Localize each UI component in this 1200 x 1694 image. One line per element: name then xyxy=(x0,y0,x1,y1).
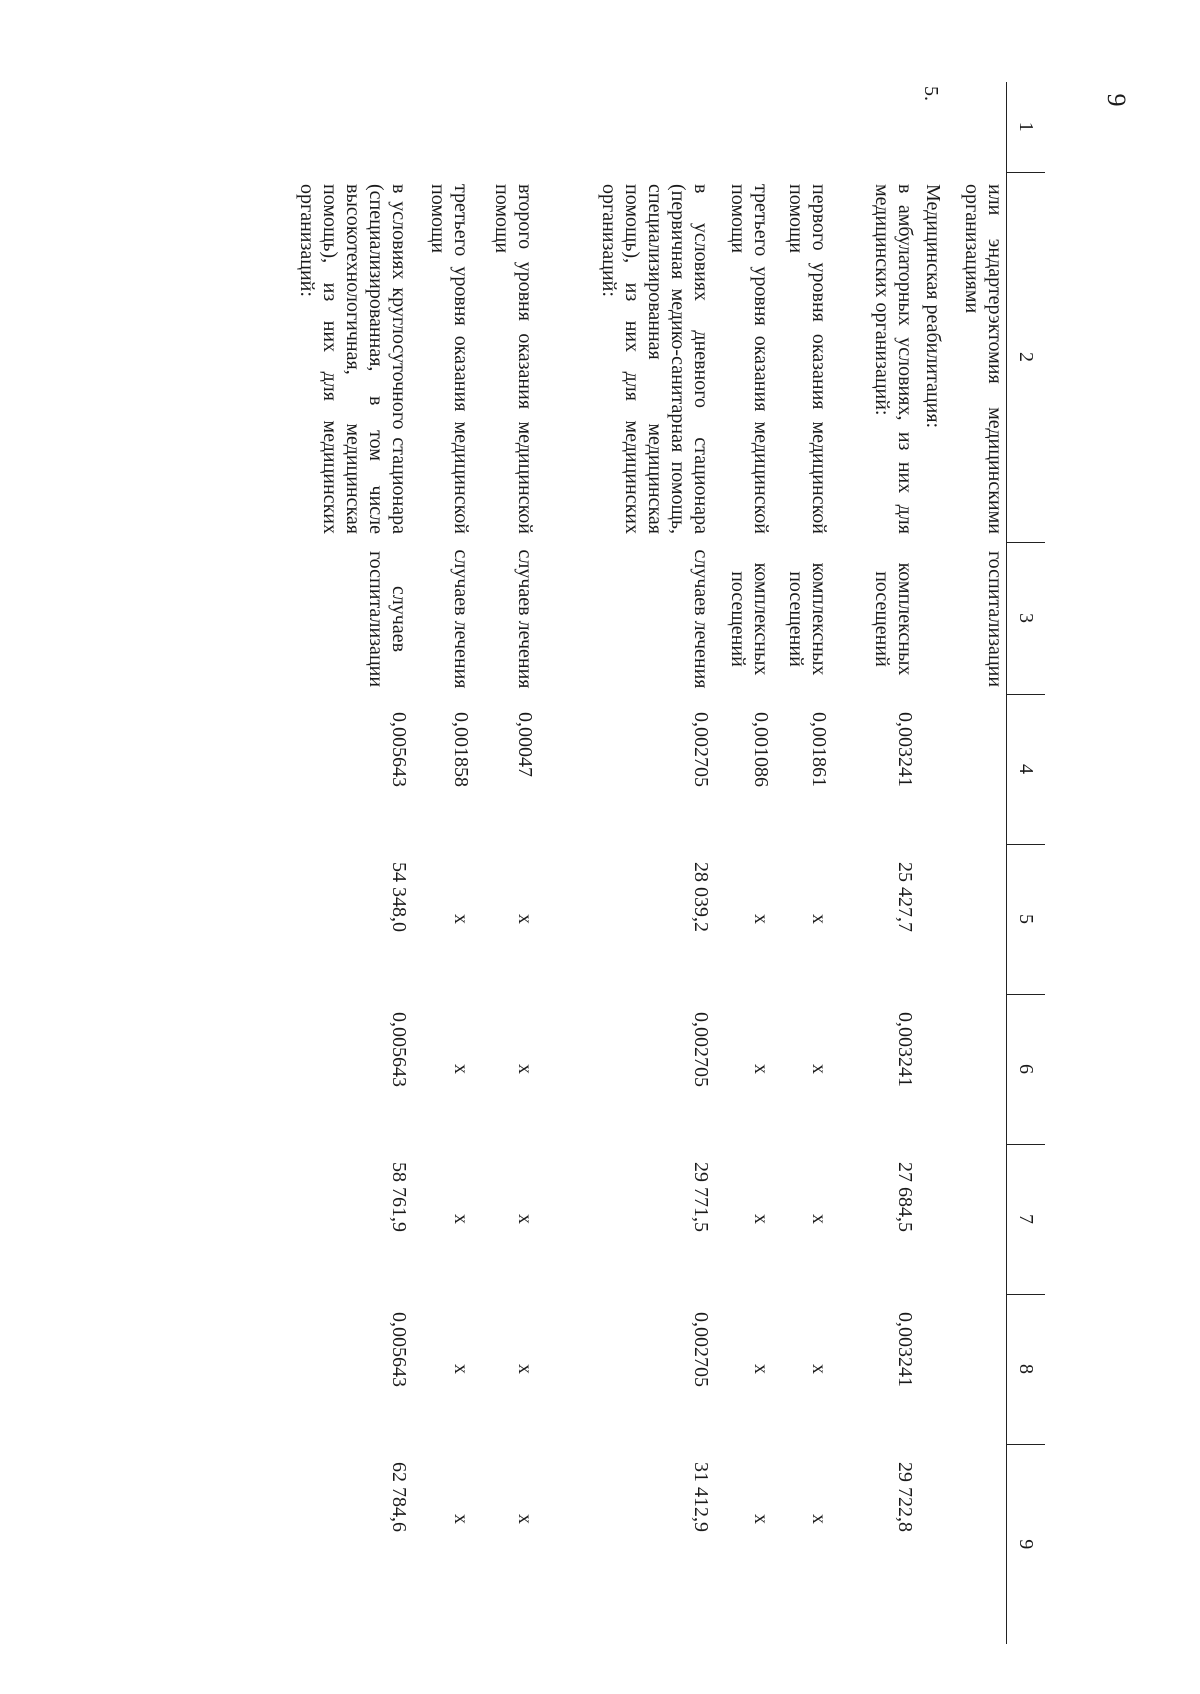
cell-value: 58 761,9 xyxy=(388,1162,411,1232)
header-col-2: 2 xyxy=(1007,172,1046,542)
cell-value xyxy=(945,994,1007,1144)
cell-value: 0,00047 xyxy=(514,712,537,777)
cell-value: x xyxy=(808,1364,831,1374)
cell-number xyxy=(411,82,473,172)
cell-value: 62 784,6 xyxy=(388,1462,411,1532)
cell-value: x xyxy=(514,1364,537,1374)
header-col-8: 8 xyxy=(1007,1294,1046,1444)
cell-unit: случаев лечения xyxy=(450,549,473,689)
header-col-7: 7 xyxy=(1007,1144,1046,1294)
cell-value: 0,002705 xyxy=(690,1012,713,1087)
cell-value xyxy=(917,1444,945,1644)
cell-value: x xyxy=(450,1364,473,1374)
header-col-5: 5 xyxy=(1007,844,1046,994)
cell-value: 31 412,9 xyxy=(690,1462,713,1532)
cell-indicator: или эндартерэктомия медицинскими организациями xyxy=(961,184,1006,534)
cell-indicator: в условиях дневного стационара (первичная медико-санитарная помощь, специализированная медицинская помощь), из них для медицинских организаций: xyxy=(598,184,713,534)
cell-number xyxy=(537,82,713,172)
cell-value: x xyxy=(450,1064,473,1074)
cell-unit: случаев лечения xyxy=(514,549,537,689)
cell-value: 0,001086 xyxy=(750,712,773,787)
table-row xyxy=(917,82,945,1644)
cell-indicator: в условиях круглосуточного стационара (специализированная, в том числе высокотехнологичная, медицинская помощь), из них для медицинских организаций: xyxy=(296,184,411,534)
cell-value: x xyxy=(750,1364,773,1374)
cell-value: x xyxy=(514,1064,537,1074)
cell-value: x xyxy=(750,914,773,924)
header-row xyxy=(1007,82,1046,1644)
header-col-4: 4 xyxy=(1007,694,1046,844)
cell-value: 29 722,8 xyxy=(894,1462,917,1532)
table-row xyxy=(945,82,1007,1644)
header-col-1: 1 xyxy=(1007,82,1046,172)
table-row xyxy=(537,82,713,1644)
cell-indicator: Медицинская реабилитация: xyxy=(922,184,945,429)
cell-value: 0,005643 xyxy=(388,712,411,787)
medical-norms-table xyxy=(261,82,1046,1644)
cell-unit xyxy=(917,542,945,694)
cell-value: 54 348,0 xyxy=(388,862,411,932)
cell-value xyxy=(945,694,1007,844)
cell-value: 0,001861 xyxy=(808,712,831,787)
cell-value xyxy=(917,1144,945,1294)
table-row xyxy=(261,82,411,1644)
cell-value: 0,005643 xyxy=(388,1312,411,1387)
cell-unit: комплексных посещений xyxy=(785,562,831,676)
cell-unit: комплексных посещений xyxy=(727,562,773,676)
cell-value: x xyxy=(808,1064,831,1074)
page-number: 9 xyxy=(1102,93,1131,107)
cell-value: x xyxy=(808,1214,831,1224)
cell-value: x xyxy=(750,1214,773,1224)
cell-value: x xyxy=(450,1214,473,1224)
cell-value xyxy=(945,1294,1007,1444)
cell-value: 0,003241 xyxy=(894,1012,917,1087)
cell-value: x xyxy=(514,1214,537,1224)
cell-unit: случаев лечения xyxy=(690,549,713,689)
cell-value: x xyxy=(808,914,831,924)
cell-value: x xyxy=(750,1514,773,1524)
cell-value: x xyxy=(450,1514,473,1524)
header-col-3: 3 xyxy=(1007,542,1046,694)
cell-value xyxy=(917,994,945,1144)
table-row xyxy=(773,82,831,1644)
table-row xyxy=(411,82,473,1644)
cell-value: 29 771,5 xyxy=(690,1162,713,1232)
cell-value: x xyxy=(514,1514,537,1524)
table-row xyxy=(713,82,773,1644)
cell-indicator: в амбулаторных условиях, из них для медицинских организаций: xyxy=(871,184,917,534)
cell-indicator: первого уровня оказания медицинской помощи xyxy=(785,184,831,534)
cell-value xyxy=(945,1444,1007,1644)
cell-value xyxy=(917,694,945,844)
cell-value xyxy=(945,844,1007,994)
cell-value: 25 427,7 xyxy=(894,862,917,932)
cell-number xyxy=(473,82,537,172)
cell-value xyxy=(945,1144,1007,1294)
cell-value: 0,002705 xyxy=(690,712,713,787)
cell-value: 0,003241 xyxy=(894,712,917,787)
cell-number xyxy=(713,82,773,172)
cell-number: 5. xyxy=(920,86,943,101)
cell-number xyxy=(773,82,831,172)
table-row xyxy=(473,82,537,1644)
cell-unit: госпитализации xyxy=(984,550,1006,688)
cell-number xyxy=(945,82,1007,172)
cell-value xyxy=(917,1294,945,1444)
cell-number xyxy=(261,82,411,172)
cell-value: x xyxy=(514,914,537,924)
cell-value: x xyxy=(450,914,473,924)
table-row xyxy=(831,82,917,1644)
cell-value: 0,003241 xyxy=(894,1312,917,1387)
cell-unit: комплексных посещений xyxy=(871,562,917,676)
cell-number xyxy=(831,82,917,172)
cell-indicator: второго уровня оказания медицинской помощи xyxy=(491,184,537,534)
header-col-9: 9 xyxy=(1007,1444,1046,1644)
cell-value: x xyxy=(750,1064,773,1074)
cell-value: 0,001858 xyxy=(450,712,473,787)
cell-value: 0,005643 xyxy=(388,1012,411,1087)
cell-indicator: третьего уровня оказания медицинской помощи xyxy=(727,184,773,534)
cell-value: 27 684,5 xyxy=(894,1162,917,1232)
cell-indicator: третьего уровня оказания медицинской помощи xyxy=(427,184,473,534)
cell-value: x xyxy=(808,1514,831,1524)
rotated-table-container xyxy=(183,82,1045,1644)
cell-value: 28 039,2 xyxy=(690,862,713,932)
cell-value xyxy=(917,844,945,994)
cell-unit: случаев госпитализации xyxy=(365,550,411,688)
header-col-6: 6 xyxy=(1007,994,1046,1144)
cell-value: 0,002705 xyxy=(690,1312,713,1387)
